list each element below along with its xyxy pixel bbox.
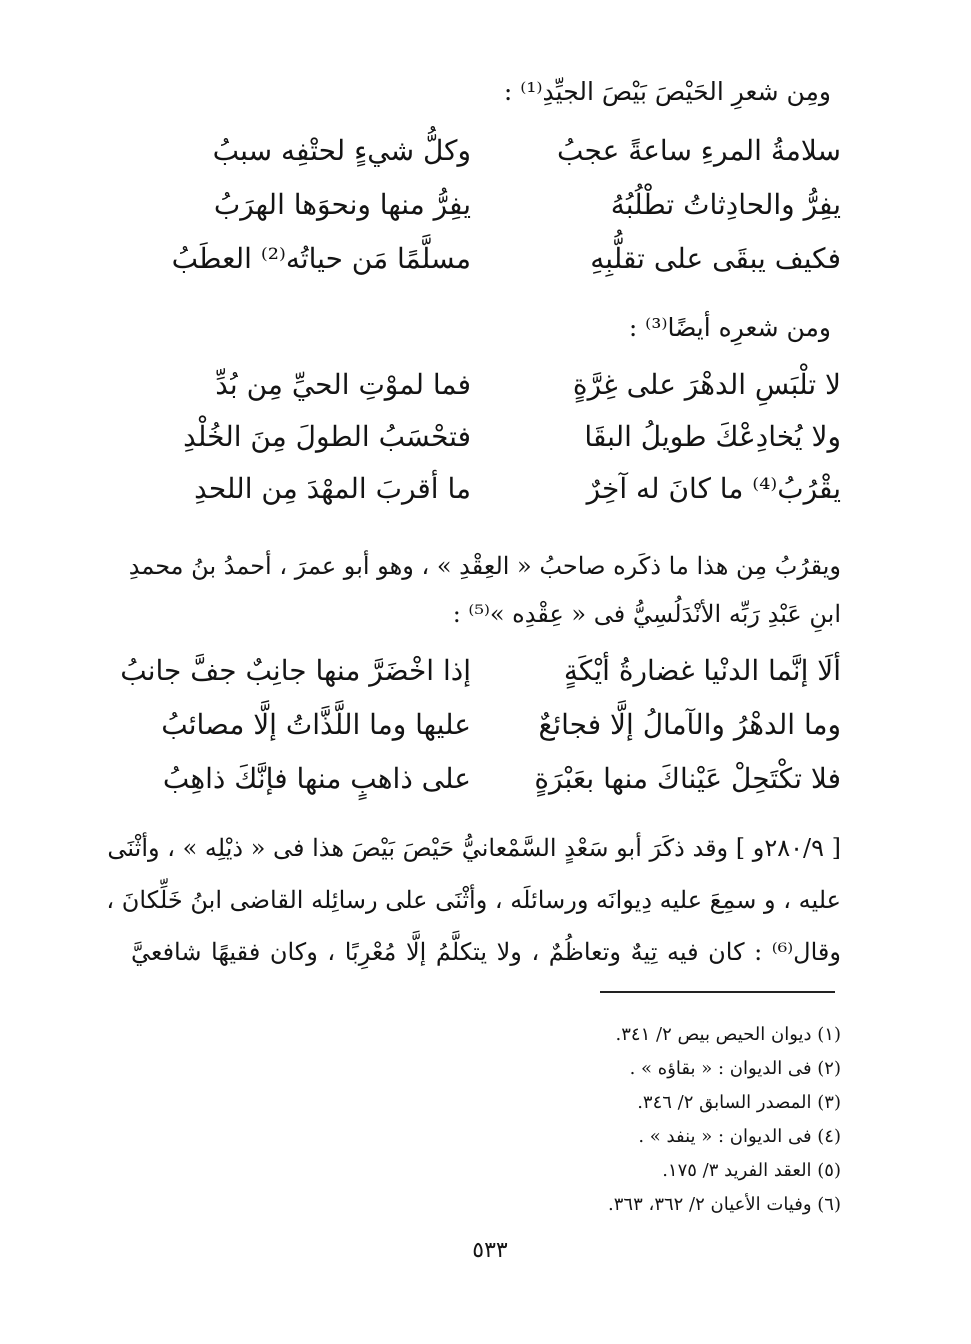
poem-intro: ومن شعرِه أيضًا⁽³⁾ : xyxy=(628,313,831,342)
verse-first-hemistich: لا تلْبَسِ الدهْرَ على غِرَّةٍ xyxy=(572,368,841,401)
verse-first-hemistich: ألَا إنَّما الدنْيا غضارةُ أيْكَةٍ xyxy=(563,654,841,687)
verse-first-hemistich: يقْرُبُ⁽⁴⁾ ما كانَ له آخِرٌ xyxy=(586,472,841,505)
verse-second-hemistich: وكلُّ شيءٍ لحتْفِه سببُ xyxy=(212,134,471,167)
footnote: (٦) وفيات الأعيان ٢/ ٣٦٢، ٣٦٣. xyxy=(608,1194,841,1215)
verse-second-hemistich: فتحْسَبُ الطولَ مِنَ الخُلْدِ xyxy=(183,420,471,453)
verse-line xyxy=(141,128,841,174)
verse-first-hemistich: فكيف يبقَى على تقلُّبِهِ xyxy=(590,242,841,275)
verse-line xyxy=(141,756,841,802)
footnote: (٢) فى الديوان : « بقاؤه » . xyxy=(629,1058,841,1079)
verse-first-hemistich: سلامةُ المرءِ ساعةً عجبُ xyxy=(557,134,841,167)
footnote: (٣) المصدر السابق ٢/ ٣٤٦. xyxy=(637,1092,841,1113)
footnote-separator xyxy=(600,991,835,993)
prose-line: وقال⁽⁶⁾ : كان فيه تِيهٌ وتعاظُمٌ ، ولا يتكلَّمُ إلَّا مُعْرِبًا ، وكان فقيهًا شافعيَّ xyxy=(131,938,841,966)
verse-second-hemistich: عليها وما اللَّذَّاتُ إلَّا مصائبُ xyxy=(161,708,471,741)
verse-line xyxy=(120,648,841,694)
prose-line: ويقرُبُ مِن هذا ما ذكَره صاحبُ « العِقْدِ » ، وهو أبو عمرَ ، أحمدُ بنُ محمدِ xyxy=(128,552,841,580)
verse-line xyxy=(141,362,841,408)
verse-first-hemistich: فلا تكْتَحِلْ عَيْناكَ منها بعَبْرَةٍ xyxy=(534,762,841,795)
prose-line: [ ٢٨٠/٩و ] وقد ذكَرَ أبو سَعْدٍ السَّمْعانيُّ حَيْصَ بَيْصَ هذا فى « ذيْلِه » ، وأثْنَى xyxy=(107,834,841,862)
verse-line xyxy=(141,236,841,282)
verse-line xyxy=(141,182,841,228)
verse-first-hemistich: ولا يُخادِعْكَ طويلُ البقَا xyxy=(584,420,841,453)
verse-line xyxy=(141,414,841,460)
prose-line: عليه ، و سمِعَ عليه دِيوانَه ورسائلَه ، وأثْنَى على رسائِله القاضى ابنُ خَلِّكانَ ، xyxy=(106,886,841,914)
footnote: (١) ديوان الحيص بيص ٢/ ٣٤١. xyxy=(615,1024,841,1045)
footnote: (٤) فى الديوان : « ينفد » . xyxy=(638,1126,841,1147)
verse-second-hemistich: على ذاهبٍ منها فإنَّكَ ذاهِبُ xyxy=(162,762,471,795)
verse-second-hemistich: يفِرُّ منها ونحوَها الهرَبُ xyxy=(213,188,471,221)
page-number: ٥٣٣ xyxy=(472,1238,508,1263)
verse-second-hemistich: فما لموْتِ الحيِّ مِن بُدِّ xyxy=(215,368,471,401)
prose-line: ابنِ عَبْدِ رَبِّه الأنْدَلُسِيُّ فى « عِقْدِه »⁽⁵⁾ : xyxy=(452,600,841,628)
poem-intro: ومِن شعرِ الحَيْصَ بَيْصَ الجيِّدِ⁽¹⁾ : xyxy=(503,77,831,106)
verse-second-hemistich: ما أقربَ المهْدَ مِن اللحدِ xyxy=(194,472,471,505)
verse-first-hemistich: وما الدهْرُ والآمالُ إلَّا فجائعٌ xyxy=(538,708,841,741)
verse-second-hemistich: إذا اخْضَرَّ منها جانِبٌ جفَّ جانبُ xyxy=(120,654,471,687)
verse-first-hemistich: يفِرُّ والحادِثاتُ تطْلُبُهُ xyxy=(610,188,841,221)
footnote: (٥) العقد الفريد ٣/ ١٧٥. xyxy=(662,1160,841,1181)
verse-line xyxy=(141,466,841,512)
verse-line xyxy=(141,702,841,748)
verse-second-hemistich: مسلَّمًا مَن حياتُه⁽²⁾ العطَبُ xyxy=(171,242,471,275)
